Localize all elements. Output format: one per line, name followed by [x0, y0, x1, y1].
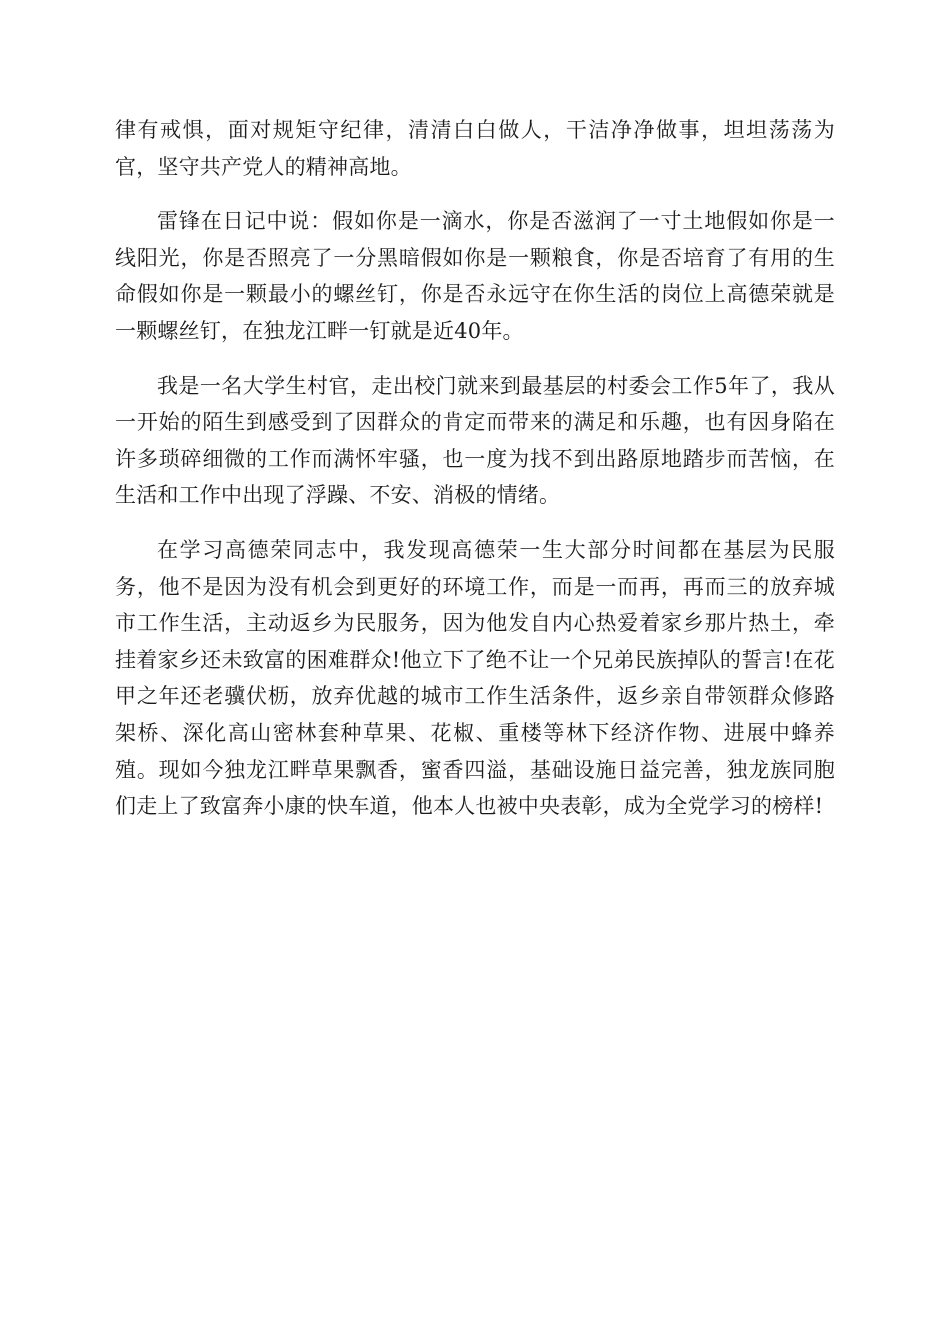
document-body	[115, 112, 835, 843]
paragraph-continuation: 律有戒惧，面对规矩守纪律，清清白白做人，干洁净净做事，坦坦荡荡为官，坚守共产党人的精神高地。	[115, 118, 835, 179]
paragraph-learning-gaoderong: 在学习高德荣同志中，我发现高德荣一生大部分时间都在基层为民服务，他不是因为没有机会到更好的环境工作，而是一而再，再而三的放弃城市工作生活，主动返乡为民服务，因为他发自内心热爱着家乡那片热土，牵挂着家乡还未致富的困难群众!他立下了绝不让一个兄弟民族掉队的誓言!在花甲之年还老骥伏枥，放弃优越的城市工作生活条件，返乡亲自带领群众修路架桥、深化高山密林套种草果、花椒、重楼等林下经济作物、进展中蜂养殖。现如今独龙江畔草果飘香，蜜香四溢，基础设施日益完善，独龙族同胞们走上了致富奔小康的快车道，他本人也被中央表彰，成为全党学习的榜样!	[115, 537, 835, 819]
paragraph-leifeng-diary: 雷锋在日记中说：假如你是一滴水，你是否滋润了一寸土地假如你是一线阳光，你是否照亮了一分黑暗假如你是一颗粮食，你是否培育了有用的生命假如你是一颗最小的螺丝钉，你是否永远守在你生活的岗位上高德荣就是一颗螺丝钉，在独龙江畔一钉就是近40年。	[115, 209, 835, 343]
paragraph-village-official: 我是一名大学生村官，走出校门就来到最基层的村委会工作5年了，我从一开始的陌生到感受到了因群众的肯定而带来的满足和乐趣，也有因身陷在许多琐碎细微的工作而满怀牢骚，也一度为找不到出路原地踏步而苦恼，在生活和工作中出现了浮躁、不安、消极的情绪。	[115, 373, 835, 508]
